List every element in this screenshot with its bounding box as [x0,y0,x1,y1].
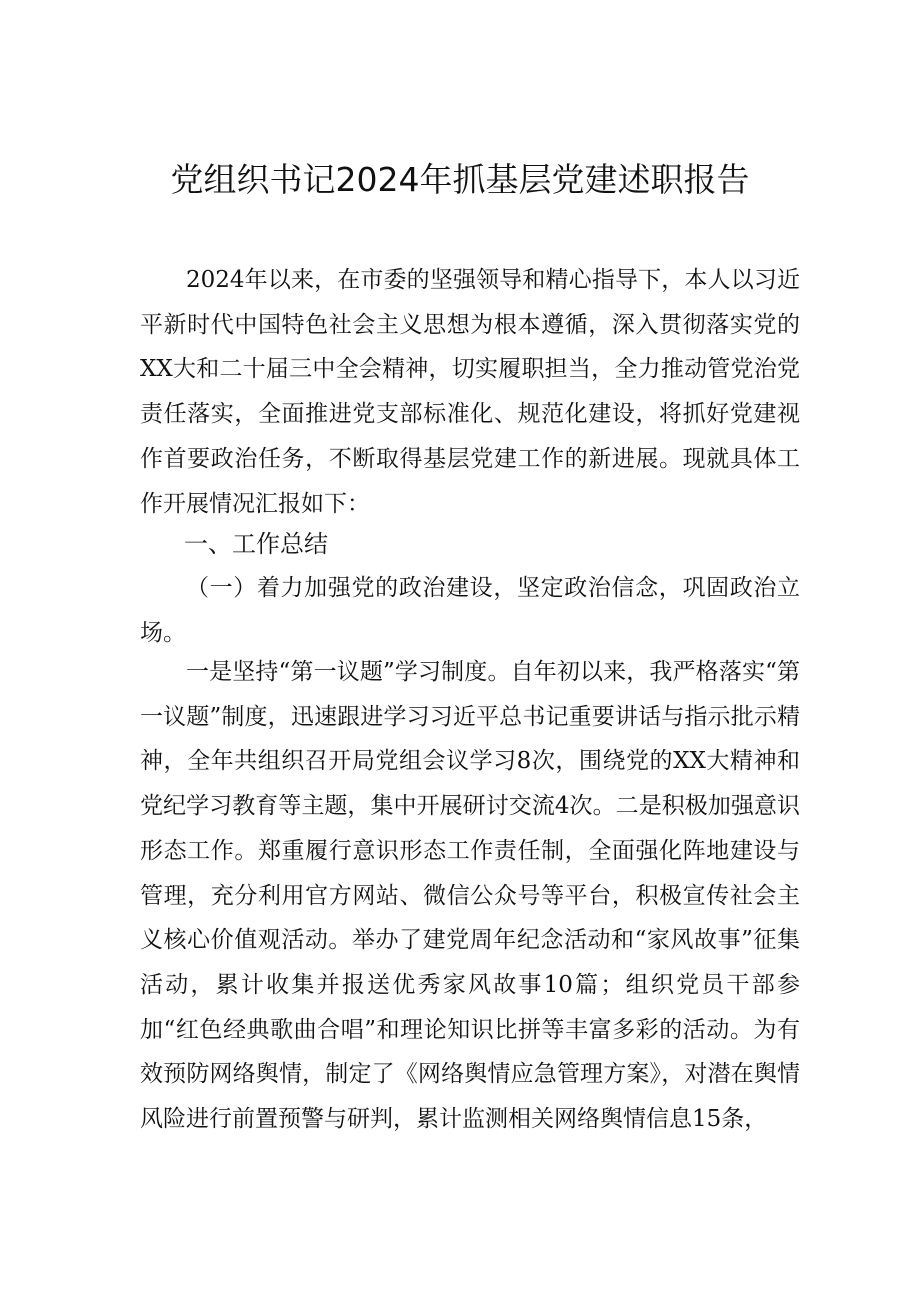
body-paragraph-block [140,650,800,1142]
section-heading: 一、工作总结 [184,530,328,558]
subsection-heading: （一）着力加强党的政治建设，坚定政治信念，巩固政治立场。 [140,575,800,646]
body-paragraph: 一是坚持“第一议题”学习制度。自年初以来，我严格落实“第一议题”制度，迅速跟进学习习近平总书记重要讲话与指示批示精神，全年共组织召开局党组会议学习8次，围绕党的XX大精神和党纪学习教育等主题，集中开展研讨交流4次。二是积极加强意识形态工作。郑重履行意识形态工作责任制，全面强化阵地建设与管理，充分利用官方网站、微信公众号等平台，积极宣传社会主义核心价值观活动。举办了建党周年纪念活动和“家风故事”征集活动，累计收集并报送优秀家风故事10篇；组织党员干部参加“红色经典歌曲合唱”和理论知识比拼等丰富多彩的活动。为有效预防网络舆情，制定了《网络舆情应急管理方案》，对潜在舆情风险进行前置预警与研判，累计监测相关网络舆情信息15条， [140,659,800,1133]
intro-paragraph-block [140,258,800,526]
document-title: 党组织书记2024年抓基层党建述职报告 [170,160,750,199]
intro-paragraph: 2024年以来，在市委的坚强领导和精心指导下，本人以习近平新时代中国特色社会主义思想为根本遵循，深入贯彻落实党的XX大和二十届三中全会精神，切实履职担当，全力推动管党治党责任落实，全面推进党支部标准化、规范化建设，将抓好党建视作首要政治任务，不断取得基层党建工作的新进展。现就具体工作开展情况汇报如下： [140,267,800,517]
subsection-block [140,566,800,655]
